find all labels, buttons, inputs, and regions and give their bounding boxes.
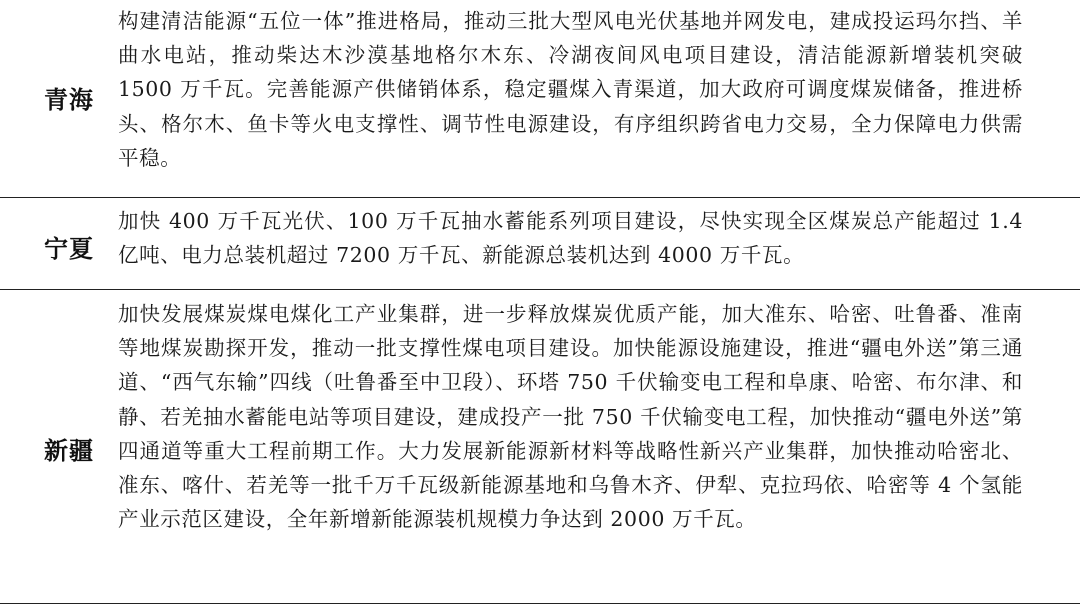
region-text-ningxia: 加快 400 万千瓦光伏、100 万千瓦抽水蓄能系列项目建设，尽快实现全区煤炭总产能超过 1.4 亿吨、电力总装机超过 7200 万千瓦、新能源总装机达到 4000 万千瓦。 [118,209,1023,268]
region-text-qinghai: 构建清洁能源“五位一体”推进格局，推动三批大型风电光伏基地并网发电，建成投运玛尔挡、羊曲水电站，推动柴达木沙漠基地格尔木东、冷湖夜间风电项目建设，清洁能源新增装机突破 1500 万千瓦。完善能源产供储销体系，稳定疆煤入青渠道，加大政府可调度煤炭储备，推进桥头、格尔木、鱼卡等火电支撑性、调节性电源建设，有序组织跨省电力交易，全力保障电力供需平稳。 [118,9,1023,170]
table-row-ningxia [0,198,1080,290]
region-label-qinghai: 青海 [44,85,94,114]
region-label-xinjiang: 新疆 [44,436,94,465]
region-label-ningxia: 宁夏 [44,234,94,263]
region-text-xinjiang: 加快发展煤炭煤电煤化工产业集群，进一步释放煤炭优质产能，加大准东、哈密、吐鲁番、准南等地煤炭勘探开发，推动一批支撑性煤电项目建设。加快能源设施建设，推进“疆电外送”第三通道、“西气东输”四线（吐鲁番至中卫段）、环塔 750 千伏输变电工程和阜康、哈密、布尔津、和静、若羌抽水蓄能电站等项目建设，建成投产一批 750 千伏输变电工程，加快推动“疆电外送”第四通道等重大工程前期工作。大力发展新能源新材料等战略性新兴产业集群，加快推动哈密北、准东、喀什、若羌等一批千万千瓦级新能源基地和乌鲁木齐、伊犁、克拉玛依、哈密等 4 个氢能产业示范区建设，全年新增新能源装机规模力争达到 2000 万千瓦。 [118,302,1023,532]
table-row-qinghai [0,0,1080,196]
table-row-xinjiang [0,290,1080,602]
table-bottom-border [0,603,1080,604]
